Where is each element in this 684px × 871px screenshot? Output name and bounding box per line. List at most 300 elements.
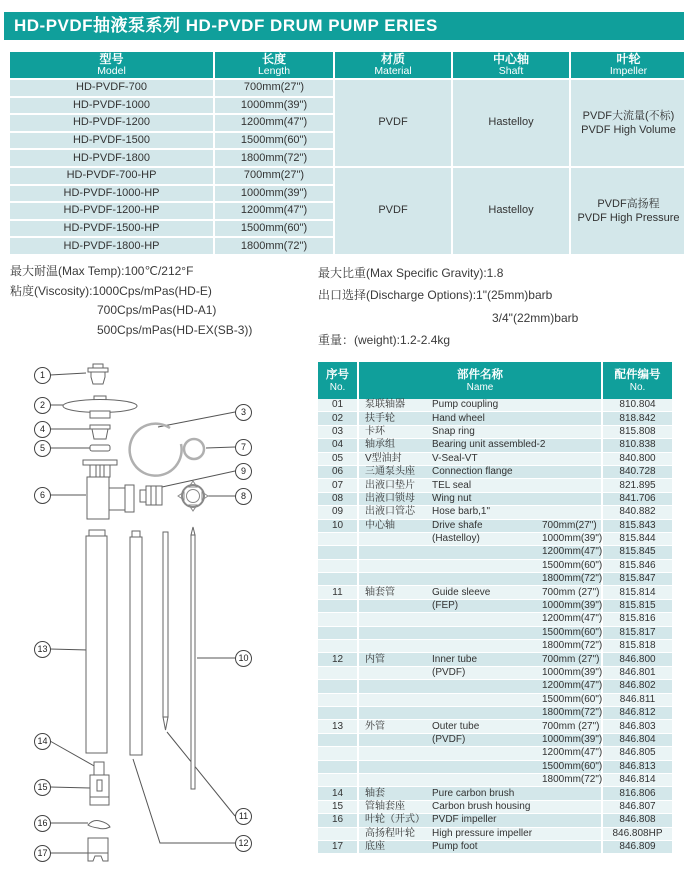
part-name-en <box>430 626 540 639</box>
part-name-en: Snap ring <box>430 425 602 438</box>
part-name-cn: 三通泵头座 <box>358 465 430 478</box>
model-cell: HD-PVDF-1800-HP <box>10 238 213 254</box>
diagram-callout-15: 15 <box>34 779 51 796</box>
part-no <box>318 680 358 693</box>
material-cell: PVDF <box>335 168 451 254</box>
col-header-impeller-en: Impeller <box>609 65 648 77</box>
part-name-cn <box>358 760 430 773</box>
part-name-en: (PVDF) <box>430 733 540 746</box>
col-header-model <box>10 52 213 78</box>
part-size: 1200mm(47") <box>542 680 603 692</box>
col-header-shaft <box>453 52 569 78</box>
part-row <box>318 546 672 559</box>
diagram-callout-16: 16 <box>34 815 51 832</box>
part-wing-nut <box>178 481 208 511</box>
part-code: 816.806 <box>602 787 672 800</box>
part-size: 1800mm(72") <box>542 640 603 652</box>
part-size: 700mm (27") <box>540 653 602 666</box>
part-no: 08 <box>318 492 358 505</box>
part-code: 846.807 <box>602 800 672 813</box>
part-code: 821.895 <box>602 479 672 492</box>
parts-diagram <box>0 360 312 871</box>
part-no: 15 <box>318 800 358 813</box>
part-size: 1500mm(60") <box>542 693 603 705</box>
part-name-en: (Hastelloy) <box>430 532 540 545</box>
diagram-callout-4: 4 <box>34 421 51 438</box>
part-name-en <box>430 760 540 773</box>
part-row <box>318 840 672 853</box>
part-row <box>318 760 672 773</box>
part-row <box>318 573 672 586</box>
part-code: 846.808 <box>602 814 672 827</box>
part-name-en: High pressure impeller <box>430 827 602 840</box>
model-cell: HD-PVDF-1800 <box>10 150 213 166</box>
part-name-cn <box>358 573 430 586</box>
model-row <box>10 168 684 184</box>
part-no: 05 <box>318 452 358 465</box>
model-cell: HD-PVDF-1200-HP <box>10 203 213 219</box>
part-no <box>318 626 358 639</box>
part-pump-coupling <box>88 364 108 384</box>
part-name-en: Inner tube <box>430 653 540 666</box>
part-row <box>318 800 672 813</box>
part-size: 1800mm(72") <box>542 774 603 786</box>
part-name-cn: 底座 <box>358 840 430 853</box>
col-header-shaft-cn: 中心轴 <box>492 52 529 66</box>
col-header-shaft-en: Shaft <box>498 65 524 77</box>
leader-line <box>50 787 90 788</box>
part-no <box>318 666 358 679</box>
part-pump-foot <box>88 838 108 861</box>
diagram-callout-6: 6 <box>34 487 51 504</box>
parts-header-no <box>318 362 358 399</box>
part-name-cn <box>358 546 430 559</box>
shaft-cell: Hastelloy <box>453 80 569 166</box>
part-connection-flange <box>83 460 134 519</box>
length-cell: 1500mm(60") <box>215 133 333 149</box>
part-no <box>318 827 358 840</box>
spec-line: 重量：(weight):1.2-2.4kg <box>318 333 451 348</box>
part-code: 846.805 <box>602 747 672 760</box>
spec-line: 粘度(Viscosity):1000Cps/mPas(HD-E) <box>10 283 212 298</box>
length-cell: 700mm(27") <box>215 80 333 96</box>
part-impeller <box>88 821 110 829</box>
part-no <box>318 640 358 653</box>
model-cell: HD-PVDF-1500-HP <box>10 221 213 237</box>
part-name-cn: 内管 <box>358 653 430 666</box>
part-code: 840.800 <box>602 452 672 465</box>
part-row <box>318 586 672 599</box>
part-code: 840.882 <box>602 506 672 519</box>
part-row <box>318 492 672 505</box>
part-size: 700mm(27") <box>540 519 602 532</box>
part-code: 846.801 <box>602 666 672 679</box>
part-no <box>318 573 358 586</box>
specs-left-block <box>10 262 252 340</box>
spec-line: 出口选择(Discharge Options):1"(25mm)barb <box>318 288 553 303</box>
parts-table-header-row <box>318 362 672 399</box>
part-name-en: Wing nut <box>430 492 602 505</box>
part-no: 16 <box>318 814 358 827</box>
part-name-cn: 轴套管 <box>358 586 430 599</box>
part-row <box>318 452 672 465</box>
col-header-impeller <box>571 52 684 78</box>
leader-line <box>50 373 86 375</box>
part-row <box>318 787 672 800</box>
model-row <box>10 80 684 96</box>
part-name-en: Outer tube <box>430 720 540 733</box>
part-code: 846.804 <box>602 733 672 746</box>
part-no <box>318 733 358 746</box>
diagram-callout-2: 2 <box>34 397 51 414</box>
leader-line <box>162 471 235 487</box>
parts-header-no-en: No. <box>329 381 346 393</box>
part-code: 815.844 <box>602 532 672 545</box>
part-row <box>318 506 672 519</box>
part-no <box>318 613 358 626</box>
part-no: 01 <box>318 399 358 412</box>
col-header-material-en: Material <box>374 65 412 77</box>
part-size: 1000mm(39") <box>542 733 603 745</box>
part-no: 06 <box>318 465 358 478</box>
part-code: 846.800 <box>602 653 672 666</box>
part-code: 818.842 <box>602 412 672 425</box>
part-row <box>318 626 672 639</box>
part-no: 14 <box>318 787 358 800</box>
part-name-en <box>430 680 540 693</box>
page-title: HD-PVDF抽液泵系列 HD-PVDF DRUM PUMP ERIES <box>4 12 684 40</box>
model-cell: HD-PVDF-1500 <box>10 133 213 149</box>
diagram-callout-3: 3 <box>235 404 252 421</box>
part-code: 815.814 <box>602 586 672 599</box>
material-cell: PVDF <box>335 80 451 166</box>
leader-line <box>167 732 235 816</box>
part-name-cn <box>358 747 430 760</box>
diagram-callout-12: 12 <box>235 835 252 852</box>
part-name-cn: 外管 <box>358 720 430 733</box>
part-row <box>318 666 672 679</box>
part-no <box>318 760 358 773</box>
diagram-callout-1: 1 <box>34 367 51 384</box>
part-size: 1800mm(72") <box>542 573 603 585</box>
diagram-callout-7: 7 <box>235 439 252 456</box>
parts-header-name-en: Name <box>466 381 494 393</box>
part-code: 810.804 <box>602 399 672 412</box>
length-cell: 1200mm(47") <box>215 203 333 219</box>
part-row <box>318 559 672 572</box>
part-inner-tube <box>130 531 142 755</box>
parts-header-code-en: No. <box>629 381 646 393</box>
part-row <box>318 465 672 478</box>
part-name-cn: 扶手轮 <box>358 412 430 425</box>
part-name-en: Pump coupling <box>430 399 602 412</box>
part-name-cn <box>358 640 430 653</box>
part-no <box>318 706 358 719</box>
parts-table <box>318 362 672 854</box>
leader-line <box>50 649 88 650</box>
impeller-cell: PVDF高扬程 PVDF High Pressure <box>571 168 684 254</box>
parts-header-code <box>602 362 672 399</box>
part-name-cn <box>358 599 430 612</box>
diagram-callout-11: 11 <box>235 808 252 825</box>
part-name-en <box>430 693 540 706</box>
part-name-en <box>430 559 540 572</box>
diagram-callout-10: 10 <box>235 650 252 667</box>
part-name-cn <box>358 706 430 719</box>
part-name-en: (FEP) <box>430 599 540 612</box>
part-hose-barb <box>140 486 162 505</box>
part-row <box>318 425 672 438</box>
part-no: 09 <box>318 506 358 519</box>
length-cell: 1000mm(39") <box>215 98 333 114</box>
main-table-header-row <box>10 52 684 78</box>
part-name-cn <box>358 666 430 679</box>
part-code: 815.846 <box>602 559 672 572</box>
part-name-cn <box>358 559 430 572</box>
part-name-cn: 出液口锁母 <box>358 492 430 505</box>
part-name-cn: 轴承组 <box>358 439 430 452</box>
part-size: 700mm (27") <box>540 586 602 599</box>
part-name-cn: 卡环 <box>358 425 430 438</box>
parts-header-name <box>358 362 602 399</box>
part-name-cn: 泵联轴器 <box>358 399 430 412</box>
part-row <box>318 613 672 626</box>
part-size: 1800mm(72") <box>542 707 603 719</box>
part-size: 1000mm(39") <box>542 600 603 612</box>
part-no: 07 <box>318 479 358 492</box>
part-brush-housing <box>90 775 109 805</box>
spec-line: 3/4"(22mm)barb <box>492 310 579 325</box>
part-no: 03 <box>318 425 358 438</box>
part-small-ring <box>184 439 204 459</box>
col-header-material-cn: 材质 <box>380 52 405 66</box>
part-name-en <box>430 613 540 626</box>
part-hand-wheel <box>63 396 137 418</box>
part-name-en <box>430 706 540 719</box>
part-name-en <box>430 640 540 653</box>
part-no: 02 <box>318 412 358 425</box>
part-code: 815.808 <box>602 425 672 438</box>
part-size: 1200mm(47") <box>542 546 603 558</box>
part-row <box>318 599 672 612</box>
col-header-material <box>335 52 451 78</box>
diagram-callout-14: 14 <box>34 733 51 750</box>
part-size: 1500mm(60") <box>542 760 603 772</box>
part-snap-ring <box>130 424 182 476</box>
part-no <box>318 599 358 612</box>
part-no: 12 <box>318 653 358 666</box>
part-name-cn: 轴套 <box>358 787 430 800</box>
model-cell: HD-PVDF-1000 <box>10 98 213 114</box>
part-name-en: Carbon brush housing <box>430 800 602 813</box>
diagram-callout-9: 9 <box>235 463 252 480</box>
part-name-en: Connection flange <box>430 465 602 478</box>
part-code: 840.728 <box>602 465 672 478</box>
parts-header-name-cn: 部件名称 <box>457 368 503 381</box>
part-name-cn: 高扬程叶轮 <box>358 827 430 840</box>
part-bearing-unit <box>90 425 110 439</box>
part-size: 1200mm(47") <box>542 613 603 625</box>
spec-line: 最大比重(Max Specific Gravity):1.8 <box>318 266 504 280</box>
part-row <box>318 519 672 532</box>
part-size: 1200mm(47") <box>542 747 603 759</box>
part-code: 846.812 <box>602 706 672 719</box>
part-name-en <box>430 573 540 586</box>
part-code: 846.803 <box>602 720 672 733</box>
col-header-length-cn: 长度 <box>261 52 286 66</box>
part-code: 846.802 <box>602 680 672 693</box>
col-header-model-en: Model <box>97 65 126 77</box>
part-row <box>318 827 672 840</box>
part-no <box>318 747 358 760</box>
part-name-cn: 中心轴 <box>358 519 430 532</box>
diagram-callout-5: 5 <box>34 440 51 457</box>
part-no: 10 <box>318 519 358 532</box>
part-size: 700mm (27") <box>540 720 602 733</box>
part-size: 1500mm(60") <box>542 626 603 638</box>
part-name-en <box>430 747 540 760</box>
part-name-en: Hose barb,1" <box>430 506 602 519</box>
part-name-en: PVDF impeller <box>430 814 602 827</box>
part-name-cn <box>358 532 430 545</box>
part-guide-sleeve <box>163 532 168 730</box>
part-code: 815.818 <box>602 640 672 653</box>
part-no <box>318 532 358 545</box>
parts-header-no-cn: 序号 <box>326 368 349 381</box>
part-name-cn <box>358 693 430 706</box>
col-header-length-en: Length <box>257 65 291 77</box>
leader-line <box>133 759 235 843</box>
part-row <box>318 693 672 706</box>
part-name-cn <box>358 613 430 626</box>
shaft-cell: Hastelloy <box>453 168 569 254</box>
part-row <box>318 733 672 746</box>
part-name-en: V-Seal-VT <box>430 452 602 465</box>
leader-line <box>158 412 235 427</box>
diagram-callout-8: 8 <box>235 488 252 505</box>
spec-line: 最大耐温(Max Temp):100℃/212°F <box>10 264 194 278</box>
part-name-cn: 出液口垫片 <box>358 479 430 492</box>
part-name-en: Guide sleeve <box>430 586 540 599</box>
parts-diagram-drawing <box>20 360 310 871</box>
part-name-cn <box>358 773 430 786</box>
part-drive-shaft <box>191 527 195 789</box>
length-cell: 1500mm(60") <box>215 221 333 237</box>
part-name-en: Drive shafe <box>430 519 540 532</box>
part-name-cn: 出液口管芯 <box>358 506 430 519</box>
part-no <box>318 693 358 706</box>
diagram-callout-17: 17 <box>34 845 51 862</box>
part-code: 815.816 <box>602 613 672 626</box>
part-name-cn <box>358 680 430 693</box>
col-header-impeller-cn: 叶轮 <box>616 52 641 66</box>
part-row <box>318 640 672 653</box>
part-row <box>318 532 672 545</box>
part-row <box>318 814 672 827</box>
part-row <box>318 479 672 492</box>
part-no <box>318 546 358 559</box>
length-cell: 700mm(27") <box>215 168 333 184</box>
part-row <box>318 706 672 719</box>
part-name-en: Bearing unit assembled-2 <box>430 439 602 452</box>
col-header-model-cn: 型号 <box>99 52 124 66</box>
part-name-cn <box>358 626 430 639</box>
part-code: 846.814 <box>602 773 672 786</box>
model-cell: HD-PVDF-1000-HP <box>10 186 213 202</box>
part-row <box>318 653 672 666</box>
col-header-length <box>215 52 333 78</box>
part-code: 810.838 <box>602 439 672 452</box>
spec-line: 700Cps/mPas(HD-A1) <box>97 303 217 317</box>
part-no: 13 <box>318 720 358 733</box>
part-row <box>318 399 672 412</box>
part-row <box>318 412 672 425</box>
part-code: 815.843 <box>602 519 672 532</box>
part-code: 815.815 <box>602 599 672 612</box>
main-table <box>8 50 684 256</box>
part-name-en: Pure carbon brush <box>430 787 602 800</box>
part-outer-tube <box>86 530 107 753</box>
part-name-en: TEL seal <box>430 479 602 492</box>
part-code: 846.813 <box>602 760 672 773</box>
model-cell: HD-PVDF-1200 <box>10 115 213 131</box>
part-code: 846.809 <box>602 840 672 853</box>
parts-header-code-cn: 配件编号 <box>614 368 661 381</box>
spec-line: 500Cps/mPas(HD-EX(SB-3)) <box>97 322 253 337</box>
part-no: 11 <box>318 586 358 599</box>
length-cell: 1000mm(39") <box>215 186 333 202</box>
part-size: 1000mm(39") <box>542 533 603 545</box>
part-code: 815.847 <box>602 573 672 586</box>
part-no: 04 <box>318 439 358 452</box>
part-name-en <box>430 773 540 786</box>
part-name-cn: V型油封 <box>358 452 430 465</box>
part-code: 841.706 <box>602 492 672 505</box>
part-size: 1000mm(39") <box>542 667 603 678</box>
part-row <box>318 720 672 733</box>
model-cell: HD-PVDF-700 <box>10 80 213 96</box>
length-cell: 1800mm(72") <box>215 150 333 166</box>
part-name-en: Hand wheel <box>430 412 602 425</box>
diagram-callout-13: 13 <box>34 641 51 658</box>
part-v-seal <box>90 445 110 451</box>
specs-right-block <box>318 262 578 352</box>
part-size: 1500mm(60") <box>542 559 603 571</box>
part-code: 815.845 <box>602 546 672 559</box>
part-no <box>318 559 358 572</box>
part-no: 17 <box>318 840 358 853</box>
length-cell: 1800mm(72") <box>215 238 333 254</box>
leader-line <box>206 447 235 448</box>
part-name-cn: 叶轮（开式） <box>358 814 430 827</box>
part-row <box>318 773 672 786</box>
impeller-cell: PVDF大流量(不标) PVDF High Volume <box>571 80 684 166</box>
part-name-en: (PVDF) <box>430 666 540 679</box>
part-code: 846.808HP <box>602 827 672 840</box>
part-code: 846.811 <box>602 693 672 706</box>
part-name-cn <box>358 733 430 746</box>
part-name-en <box>430 546 540 559</box>
part-row <box>318 439 672 452</box>
model-cell: HD-PVDF-700-HP <box>10 168 213 184</box>
part-code: 815.817 <box>602 626 672 639</box>
part-carbon-brush <box>94 762 104 775</box>
part-no <box>318 773 358 786</box>
part-row <box>318 747 672 760</box>
part-name-cn: 管轴套座 <box>358 800 430 813</box>
part-name-en: Pump foot <box>430 840 602 853</box>
part-row <box>318 680 672 693</box>
